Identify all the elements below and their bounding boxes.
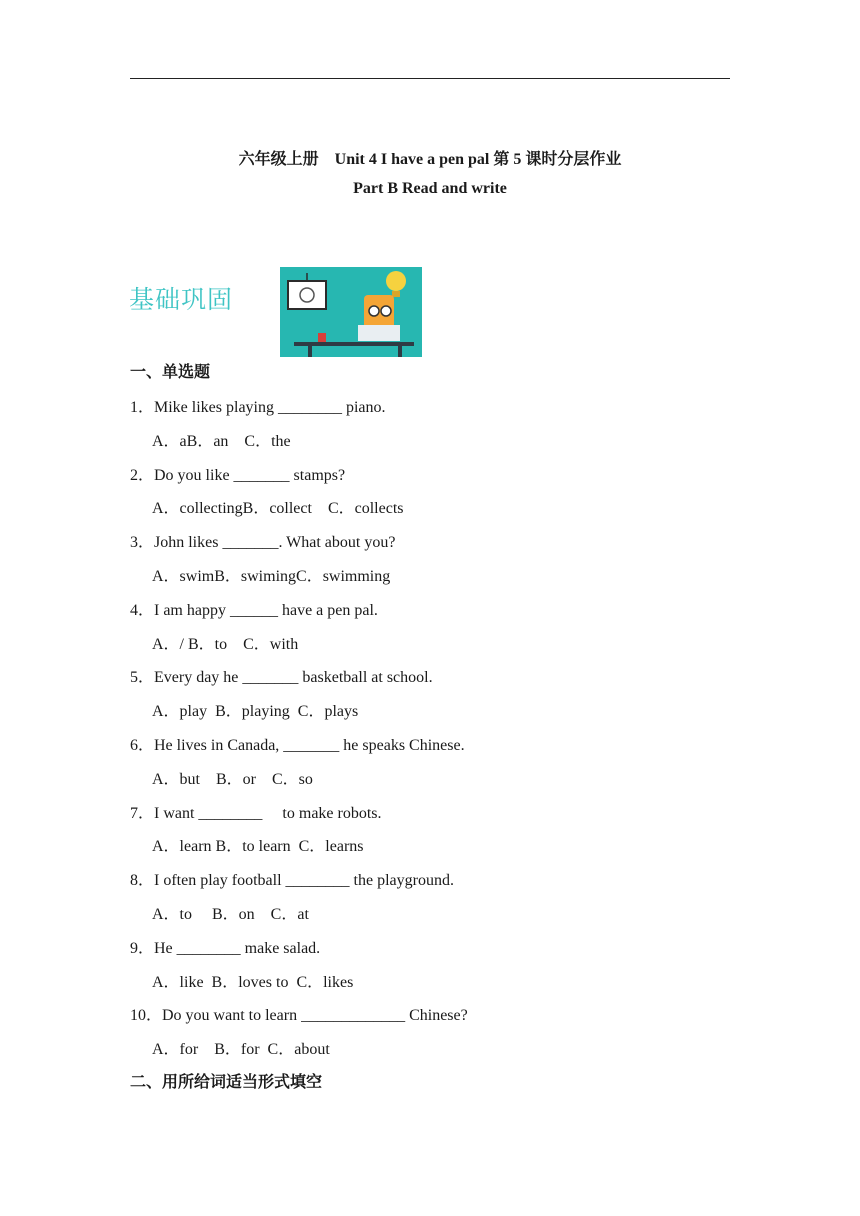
question-4: 4．I am happy ______ have a pen pal.	[130, 602, 378, 619]
question-2-options: A．collectingB．collect C．collects	[152, 500, 404, 517]
question-9: 9．He ________ make salad.	[130, 940, 321, 957]
question-5-options: A．play B．playing C．plays	[152, 703, 359, 720]
page-subtitle: Part B Read and write	[353, 180, 507, 197]
question-8: 8．I often play football ________ the playground.	[130, 872, 454, 889]
question-9-options: A．like B．loves to C．likes	[152, 974, 354, 991]
question-4-options: A．/ B．to C．with	[152, 636, 299, 653]
question-1: 1．Mike likes playing ________ piano.	[130, 399, 386, 416]
question-1-options: A．aB．an C．the	[152, 433, 291, 450]
page-title: 六年级上册 Unit 4 I have a pen pal 第 5 课时分层作业	[238, 151, 622, 168]
question-8-options: A．to B．on C．at	[152, 906, 309, 923]
section-heading-fill-in: 二、用所给词适当形式填空	[130, 1072, 323, 1091]
question-7-options: A．learn B．to learn C．learns	[152, 838, 364, 855]
question-10: 10．Do you want to learn _____________ Chinese?	[130, 1007, 468, 1024]
question-3-options: A．swimB．swimingC．swimming	[152, 568, 391, 585]
section-heading-multiple-choice: 一、单选题	[130, 362, 211, 381]
section-badge: 基础巩固	[129, 285, 234, 314]
question-3: 3．John likes _______. What about you?	[130, 534, 396, 551]
teacher-illustration-image	[280, 267, 422, 357]
question-2: 2．Do you like _______ stamps?	[130, 467, 346, 484]
question-6-options: A．but B．or C．so	[152, 771, 313, 788]
question-7: 7．I want ________ to make robots.	[130, 805, 382, 822]
question-6: 6．He lives in Canada, _______ he speaks Chinese.	[130, 737, 465, 754]
header-rule	[130, 78, 730, 79]
question-5: 5．Every day he _______ basketball at school.	[130, 669, 433, 686]
question-10-options: A．for B．for C．about	[152, 1041, 330, 1058]
